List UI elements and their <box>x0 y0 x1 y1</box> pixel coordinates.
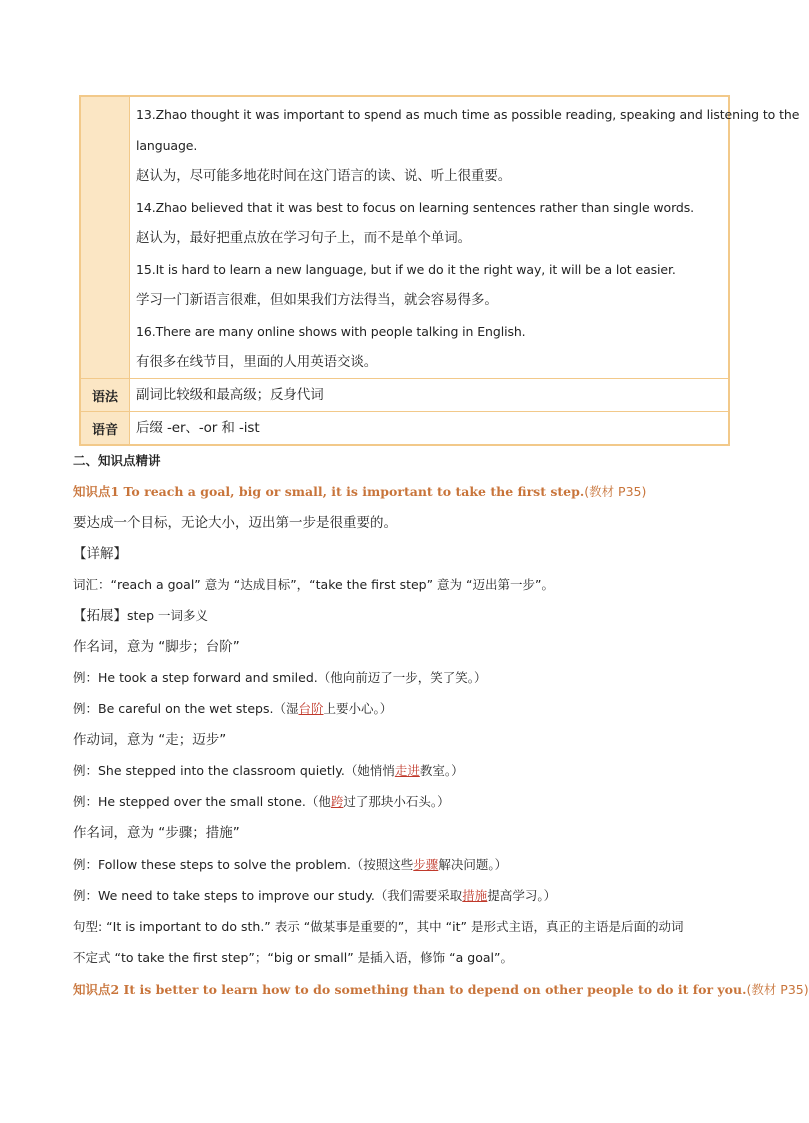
example-5: 例：Follow these steps to solve the problem.（按照这些步骤解决问题。） <box>73 857 508 872</box>
pattern-line-1: 句型: “It is important to do sth.” 表示 “做某事是重要的”，其中 “it” 是形式主语，真正的主语是后面的动词 <box>73 919 684 934</box>
example-6: 例：We need to take steps to improve our study.（我们需要采取措施提高学习。） <box>73 888 557 903</box>
highlight-word: 台阶 <box>298 701 324 716</box>
highlight-word: 跨 <box>330 794 344 809</box>
point2-source: (教材 P35) <box>746 982 809 997</box>
example-line: language. <box>136 138 198 153</box>
meaning-verb: 作动词，意为 “走；迈步” <box>73 732 227 748</box>
table-row-examples <box>81 97 800 378</box>
phonetics-value: 后缀 -er、-or 和 -ist <box>136 420 260 436</box>
table-label-empty <box>81 97 130 378</box>
expand-text: step 一词多义 <box>127 608 209 623</box>
pattern-line-2: 不定式 “to take the first step”；“big or small” 是插入语，修饰 “a goal”。 <box>73 950 513 965</box>
point1-translation: 要达成一个目标，无论大小，迈出第一步是很重要的。 <box>73 515 397 531</box>
vocab-note: 词汇：“reach a goal” 意为 “达成目标”，“take the first step” 意为 “迈出第一步”。 <box>73 577 554 592</box>
section-title: 二、知识点精讲 <box>73 453 161 468</box>
example-line: 有很多在线节目，里面的人用英语交谈。 <box>136 354 378 370</box>
grammar-label: 语法 <box>81 379 130 411</box>
table-row-phonetics <box>81 411 728 444</box>
example-line: 学习一门新语言很难，但如果我们方法得当，就会容易得多。 <box>136 292 498 308</box>
example-line: 14.Zhao believed that it was best to focus on learning sentences rather than single words. <box>136 200 695 215</box>
table-row-grammar <box>81 378 728 411</box>
grammar-value: 副词比较级和最高级；反身代词 <box>136 387 324 403</box>
examples-cell <box>130 97 805 378</box>
detail-label: 【详解】 <box>73 546 127 562</box>
meaning-noun2: 作名词，意为 “步骤；措施” <box>73 825 240 841</box>
example-2: 例：Be careful on the wet steps.（湿台阶上要小心。） <box>73 701 393 716</box>
example-4: 例：He stepped over the small stone.（他跨过了那块小石头。） <box>73 794 450 809</box>
expand-label: 【拓展】 <box>73 608 127 624</box>
point1-source: (教材 P35) <box>584 484 647 499</box>
example-line: 赵认为，最好把重点放在学习句子上，而不是单个单词。 <box>136 230 471 246</box>
example-3: 例：She stepped into the classroom quietly.（她悄悄走进教室。） <box>73 763 464 778</box>
example-1: 例：He took a step forward and smiled.（他向前迈了一步，笑了笑。） <box>73 670 487 685</box>
summary-table <box>79 95 800 446</box>
example-line: 16.There are many online shows with people talking in English. <box>136 324 526 339</box>
highlight-word: 措施 <box>462 888 488 903</box>
expand-heading <box>73 606 208 626</box>
example-line: 13.Zhao thought it was important to spend as much time as possible reading, speaking and listening to the <box>136 107 800 122</box>
point1-title: 知识点1 To reach a goal, big or small, it is important to take the first step.(教材 P35) <box>73 484 647 499</box>
phonetics-label: 语音 <box>81 412 130 444</box>
example-line: 赵认为，尽可能多地花时间在这门语言的读、说、听上很重要。 <box>136 168 512 184</box>
example-line: 15.It is hard to learn a new language, but if we do it the right way, it will be a lot easier. <box>136 262 676 277</box>
meaning-noun1: 作名词，意为 “脚步；台阶” <box>73 639 240 655</box>
highlight-word: 步骤 <box>413 857 439 872</box>
point2-title: 知识点2 It is better to learn how to do something than to depend on other people to do it for you.(教材 P35) <box>73 982 809 997</box>
highlight-word: 走进 <box>394 763 420 778</box>
